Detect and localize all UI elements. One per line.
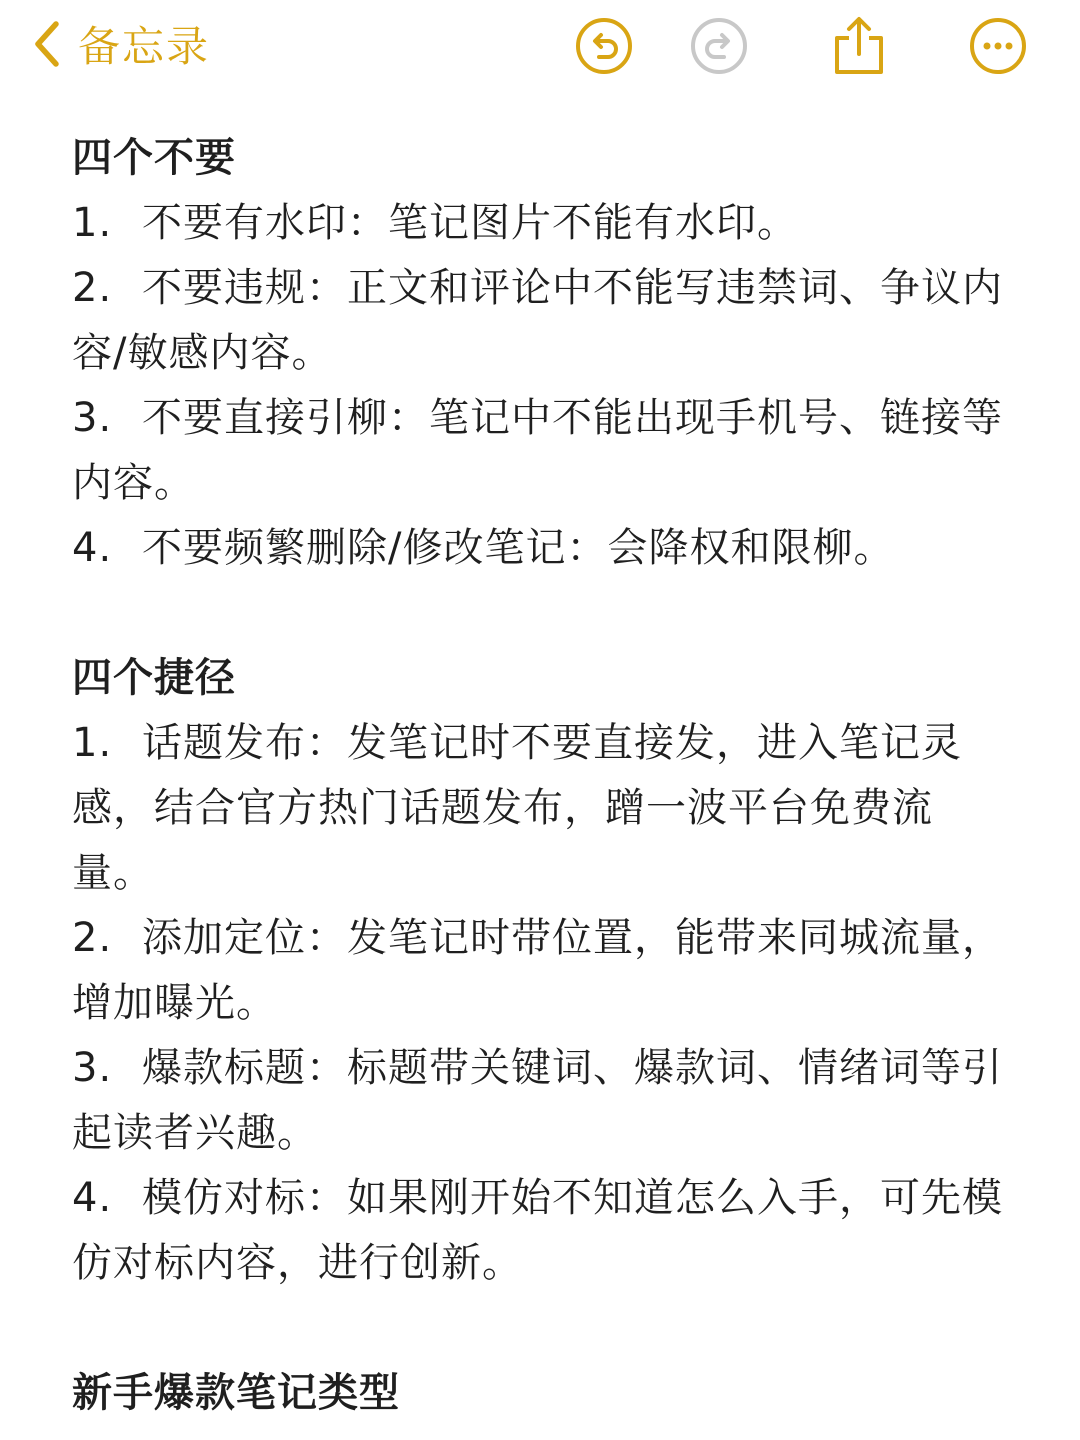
list-item xyxy=(72,1036,1012,1166)
list-item xyxy=(72,256,1012,386)
list-item xyxy=(72,386,1012,516)
list-item xyxy=(72,906,1012,1036)
section-title: 四个不要 xyxy=(72,135,236,181)
item-number: 1. xyxy=(72,200,113,246)
list-item xyxy=(72,1166,1012,1296)
item-text: 模仿对标：如果刚开始不知道怎么入手，可先模仿对标内容，进行创新。 xyxy=(72,1175,1003,1286)
navigation-bar xyxy=(0,0,1080,92)
item-text: 爆款标题：标题带关键词、爆款词、情绪词等引起读者兴趣。 xyxy=(72,1045,1003,1156)
item-text: 添加定位：发笔记时带位置，能带来同城流量，增加曝光。 xyxy=(72,915,1003,1026)
more-icon xyxy=(968,16,1028,76)
item-number: 4. xyxy=(72,1175,113,1221)
more-button[interactable] xyxy=(968,16,1028,76)
blank-line xyxy=(72,1296,1012,1361)
list-item xyxy=(72,516,1012,581)
section-title: 新手爆款笔记类型 xyxy=(72,1370,400,1416)
undo-button[interactable] xyxy=(574,16,634,76)
share-icon xyxy=(829,16,889,76)
undo-icon xyxy=(574,16,634,76)
share-button[interactable] xyxy=(829,16,889,76)
item-number: 4. xyxy=(72,525,113,571)
section-title: 四个捷径 xyxy=(72,655,236,701)
list-item xyxy=(72,191,1012,256)
chevron-left-icon xyxy=(28,18,68,70)
item-number: 3. xyxy=(72,1045,113,1091)
redo-icon xyxy=(689,16,749,76)
list-item xyxy=(72,711,1012,906)
item-number: 1. xyxy=(72,720,113,766)
item-text: 不要有水印：笔记图片不能有水印。 xyxy=(142,200,798,246)
item-text: 不要违规：正文和评论中不能写违禁词、争议内容/敏感内容。 xyxy=(72,265,1003,376)
item-number: 2. xyxy=(72,915,113,961)
redo-button[interactable] xyxy=(689,16,749,76)
item-text: 话题发布：发笔记时不要直接发，进入笔记灵感，结合官方热门话题发布，蹭一波平台免费流量。 xyxy=(72,720,962,896)
item-text: 不要直接引柳：笔记中不能出现手机号、链接等内容。 xyxy=(72,395,1003,506)
item-number: 2. xyxy=(72,265,113,311)
back-button[interactable] xyxy=(28,16,210,72)
item-text: 不要频繁删除/修改笔记：会降权和限柳。 xyxy=(142,525,895,571)
back-label: 备忘录 xyxy=(78,22,211,71)
item-number: 3. xyxy=(72,395,113,441)
blank-line xyxy=(72,581,1012,646)
note-body[interactable] xyxy=(72,126,1012,1426)
